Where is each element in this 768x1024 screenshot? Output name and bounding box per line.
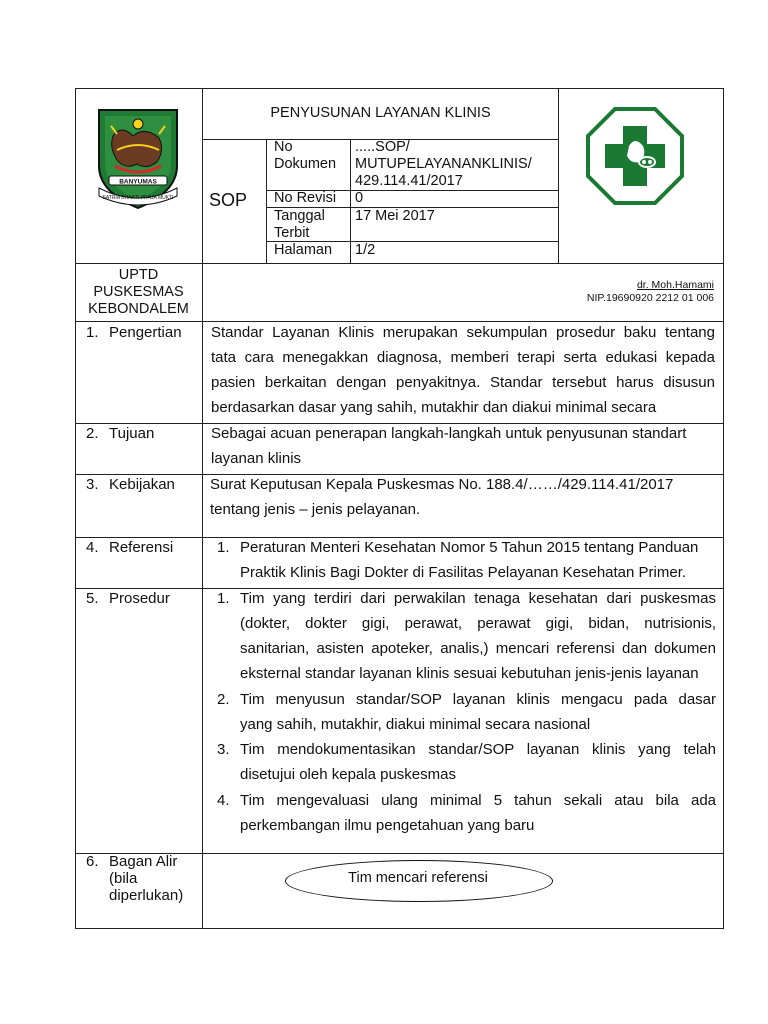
regency-logo (93, 104, 183, 212)
field-value-tanggal: 17 Mei 2017 (355, 208, 435, 224)
referensi-item (240, 535, 716, 585)
section-number-6: 6. (86, 853, 99, 870)
sop-label: SOP (209, 190, 248, 210)
prosedur-item-number: 2. (217, 691, 230, 708)
section-number-1: 1. (86, 324, 99, 341)
section-body-kebijakan (210, 472, 714, 522)
document-title: PENYUSUNAN LAYANAN KLINIS (270, 105, 491, 121)
referensi-line: Praktik Klinis Bagi Dokter di Fasilitas Pelayanan Kesehatan Primer. (240, 564, 687, 581)
institution-line2: PUSKESMAS (93, 284, 184, 300)
puskesmas-logo (585, 106, 685, 206)
puskesmas-cross-icon (585, 106, 685, 206)
prosedur-line: Tim mendokumentasikan standar/SOP layanan klinis yang telah (240, 741, 716, 758)
field-label-halaman: Halaman (274, 242, 333, 258)
pengertian-line: berdasarkan dasar yang sahih, mutakhir dan diakui minimal secara (211, 399, 657, 416)
pengertian-line: Standar Layanan Klinis merupakan sekumpulan prosedur baku tentang (211, 324, 715, 341)
section-number-4: 4. (86, 539, 99, 556)
field-label-tanggal-line1: Tanggal (274, 208, 325, 224)
kebijakan-line: Surat Keputusan Kepala Puskesmas No. 188.4/……/429.114.41/2017 (210, 476, 674, 493)
signatory-name: dr. Moh.Hamami (636, 279, 714, 291)
tujuan-line: Sebagai acuan penerapan langkah-langkah untuk penyusunan standart (211, 425, 687, 442)
section-title-bagan-alir-line3: diperlukan) (109, 887, 184, 904)
prosedur-line: disetujui oleh kepala puskesmas (240, 766, 456, 783)
kebijakan-line: tentang jenis – jenis pelayanan. (210, 501, 421, 518)
pengertian-line: tata cara menegakkan diagnosa, memberi terapi serta edukasi kepada (211, 349, 715, 366)
section-title-bagan-alir-line2: (bila (109, 870, 138, 887)
prosedur-line: Tim yang terdiri dari perwakilan tenaga kesehatan dari puskesmas (240, 590, 716, 607)
prosedur-item-number: 4. (217, 792, 230, 809)
field-value-halaman: 1/2 (355, 242, 376, 258)
institution-line3: KEBONDALEM (88, 301, 189, 317)
regency-coat-of-arms-icon (93, 104, 183, 212)
referensi-line: Peraturan Menteri Kesehatan Nomor 5 Tahun 2015 tentang Panduan (240, 539, 699, 556)
field-label-no-dokumen-line2: Dokumen (274, 156, 337, 172)
field-value-no-dokumen-line1: .....SOP/ (355, 139, 410, 155)
prosedur-line: perkembangan ilmu pengetahuan yang baru (240, 817, 535, 834)
section-title-bagan-alir-line1: Bagan Alir (109, 853, 178, 870)
prosedur-line: Tim menyusun standar/SOP layanan klinis mengacu pada dasar (240, 691, 716, 708)
prosedur-line: eksternal standar layanan klinis sesuai kebutuhan jenis-jenis layanan (240, 665, 699, 682)
section-title-referensi: Referensi (109, 539, 174, 556)
prosedur-line: yang sahih, mutakhir, diakui minimal secara nasional (240, 716, 591, 733)
signatory-nip: NIP.19690920 2212 01 006 (586, 292, 714, 304)
referensi-item-number: 1. (217, 539, 230, 556)
field-label-tanggal-line2: Terbit (274, 225, 310, 241)
prosedur-line: sanitarian, asisten apoteker, analis,) mencari referensi dan dokumen (240, 640, 716, 657)
field-value-no-revisi: 0 (355, 190, 364, 206)
prosedur-item (240, 788, 716, 838)
prosedur-item-number: 1. (217, 590, 230, 607)
section-body-tujuan (211, 421, 715, 471)
section-number-3: 3. (86, 476, 99, 493)
flowchart-start-text: Tim mencari referensi (348, 870, 488, 886)
institution-line1: UPTD (118, 267, 159, 283)
section-title-kebijakan: Kebijakan (109, 476, 175, 493)
section-body-pengertian (211, 320, 715, 420)
prosedur-item (240, 586, 716, 686)
field-label-no-revisi: No Revisi (274, 190, 337, 206)
field-value-no-dokumen-line3: 429.114.41/2017 (355, 173, 463, 189)
prosedur-line: Tim mengevaluasi ulang minimal 5 tahun sekali atau bila ada (240, 792, 716, 809)
field-value-no-dokumen-line2: MUTUPELAYANANKLINIS/ (355, 156, 532, 172)
prosedur-item (240, 737, 716, 787)
section-title-pengertian: Pengertian (109, 324, 182, 341)
prosedur-line: (dokter, dokter gigi, perawat, perawat gigi, bidan, nutrisionis, (240, 615, 716, 632)
logo-motto-text: SATRIA BHAKTI PRAJA MUKTI (102, 195, 174, 201)
prosedur-item (240, 687, 716, 737)
section-title-tujuan: Tujuan (109, 425, 155, 442)
pengertian-line: pasien berkaitan dengan penyakitnya. Standar tersebut harus disusun (211, 374, 715, 391)
section-number-2: 2. (86, 425, 99, 442)
logo-ribbon-text: BANYUMAS (119, 178, 157, 186)
tujuan-line: layanan klinis (211, 450, 302, 467)
section-number-5: 5. (86, 590, 99, 607)
section-title-prosedur: Prosedur (109, 590, 170, 607)
prosedur-item-number: 3. (217, 741, 230, 758)
field-label-no-dokumen-line1: No (274, 139, 293, 155)
